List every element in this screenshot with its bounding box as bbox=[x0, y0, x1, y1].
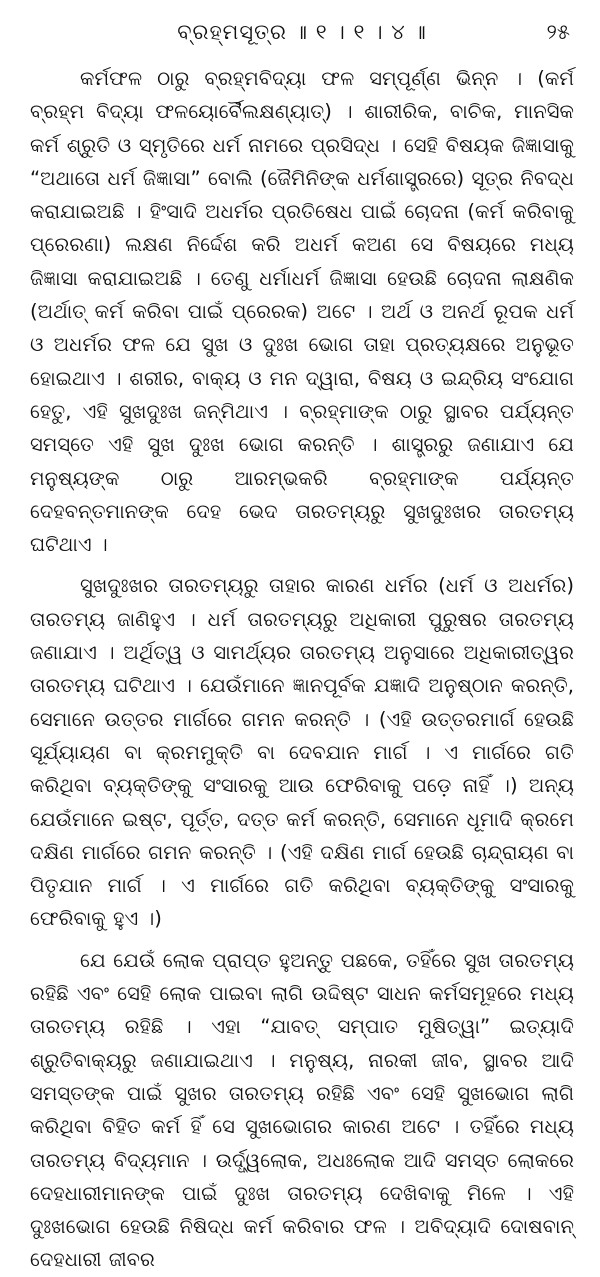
body-text bbox=[30, 62, 574, 1277]
page-header bbox=[30, 10, 574, 54]
page-number: ୨୫ bbox=[546, 20, 570, 44]
paragraph-1: କର୍ମଫଳ ଠାରୁ ବ୍ରହ୍ମବିଦ୍ୟା ଫଳ ସମ୍ପୂର୍ଣ୍ଣ ଭିନ୍ନ । (କର୍ମ ବ୍ରହ୍ମ ବିଦ୍ୟା ଫଳୟୋର୍ବୈଲକ୍ଷଣ୍ୟାତ୍) । ଶାରୀରିକ, ବାଚିକ, ମାନସିକ କର୍ମ ଶ୍ରୁତି ଓ ସ୍ମୃତିରେ ଧର୍ମ ନାମରେ ପ୍ରସିଦ୍ଧ । ସେହି ବିଷୟକ ଜିଜ୍ଞାସାକୁ “ଅଥାତୋ ଧର୍ମ ଜିଜ୍ଞାସା” ବୋଲି (ଜୈମିନିଙ୍କ ଧର୍ମଶାସ୍ତ୍ରରେ) ସୂତ୍ର ନିବଦ୍ଧ କରାଯାଇଅଛି । ହିଂସାଦି ଅଧର୍ମର ପ୍ରତିଷେଧ ପାଇଁ ଚୋଦନା (କର୍ମ କରିବାକୁ ପ୍ରେରଣା) ଲକ୍ଷଣ ନିର୍ଦ୍ଦେଶ କରି ଅଧର୍ମ କଅଣ ସେ ବିଷୟରେ ମଧ୍ୟ ଜିଜ୍ଞାସା କରାଯାଇଅଛି । ତେଣୁ ଧର୍ମାଧର୍ମ ଜିଜ୍ଞାସା ହେଉଛି ଚୋଦନା ଲାକ୍ଷଣିକ (ଅର୍ଥାତ୍ କର୍ମ କରିବା ପାଇଁ ପ୍ରେରକ) ଅଟେ । ଅର୍ଥ ଓ ଅନର୍ଥ ରୂପକ ଧର୍ମ ଓ ଅଧର୍ମର ଫଳ ଯେ ସୁଖ ଓ ଦୁଃଖ ଭୋଗ ତାହା ପ୍ରତ୍ୟକ୍ଷରେ ଅନୁଭୂତ ହୋଇଥାଏ । ଶରୀର, ବାକ୍ୟ ଓ ମନ ଦ୍ୱାରା, ବିଷୟ ଓ ଇନ୍ଦ୍ରିୟ ସଂଯୋଗ ହେତୁ, ଏହି ସୁଖଦୁଃଖ ଜନ୍ମିଥାଏ । ବ୍ରହ୍ମାଙ୍କ ଠାରୁ ସ୍ଥାବର ପର୍ଯ୍ୟନ୍ତ ସମସ୍ତେ ଏହି ସୁଖ ଦୁଃଖ ଭୋଗ କରନ୍ତି । ଶାସ୍ତ୍ରରୁ ଜଣାଯାଏ ଯେ ମନୁଷ୍ୟଙ୍କ ଠାରୁ ଆରମ୍ଭକରି ବ୍ରହ୍ମାଙ୍କ ପର୍ଯ୍ୟନ୍ତ ଦେହବନ୍ତମାନଙ୍କ ଦେହ ଭେଦ ତାରତମ୍ୟରୁ ସୁଖଦୁଃଖର ତାରତମ୍ୟ ଘଟିଥାଏ । bbox=[30, 67, 574, 557]
paragraph-3: ଯେ ଯେଉଁ ଲୋକ ପ୍ରାପ୍ତ ହୁଅନ୍ତୁ ପଛକେ, ତହିଁରେ ସୁଖ ତାରତମ୍ୟ ରହିଛି ଏବଂ ସେହି ଲୋକ ପାଇବା ଲାଗି ଉଦ୍ଦିଷ୍ଟ ସାଧନ କର୍ମସମୂହରେ ମଧ୍ୟ ତାରତମ୍ୟ ରହିଛି । ଏହା “ଯାବତ୍ ସମ୍ପାତ ମୁଷିତ୍ୱା” ଇତ୍ୟାଦି ଶ୍ରୁତିବାକ୍ୟରୁ ଜଣାଯାଇଥାଏ । ମନୁଷ୍ୟ, ନାରକୀ ଜୀବ, ସ୍ଥାବର ଆଦି ସମସ୍ତଙ୍କ ପାଇଁ ସୁଖର ତାରତମ୍ୟ ରହିଛି ଏବଂ ସେହି ସୁଖଭୋଗ ଲାଗି କରିଥିବା ବିହିତ କର୍ମ ହିଁ ସେ ସୁଖଭୋଗର କାରଣ ଅଟେ । ତହିଁରେ ମଧ୍ୟ ତାରତମ୍ୟ ବିଦ୍ୟମାନ । ଉର୍ଦ୍ଧ୍ୱଲୋକ, ଅଧଃଲୋକ ଆଦି ସମସ୍ତ ଲୋକରେ ଦେହଧାରୀମାନଙ୍କ ପାଇଁ ଦୁଃଖ ତାରତମ୍ୟ ଦେଖିବାକୁ ମିଳେ । ଏହି ଦୁଃଖଭୋଗ ହେଉଛି ନିଷିଦ୍ଧ କର୍ମ କରିବାର ଫଳ । ଅବିଦ୍ୟାଦି ଦୋଷବାନ୍ ଦେହଧାରୀ ଜୀବର bbox=[30, 948, 574, 1272]
running-head: ବ୍ରହ୍ମସୂତ୍ର ॥ ୧ । ୧ । ୪ ॥ bbox=[177, 20, 427, 44]
paragraph-2: ସୁଖଦୁଃଖର ତାରତମ୍ୟରୁ ତାହାର କାରଣ ଧର୍ମର (ଧର୍ମ ଓ ଅଧର୍ମର) ତାରତମ୍ୟ ଜାଣିହୁଏ । ଧର୍ମ ତାରତମ୍ୟରୁ ଅଧିକାରୀ ପୁରୁଷର ତାରତମ୍ୟ ଜଣାଯାଏ । ଅର୍ଥିତ୍ୱ ଓ ସାମର୍ଥ୍ୟର ତାରତମ୍ୟ ଅନୁସାରେ ଅଧିକାରୀତ୍ୱର ତାରତମ୍ୟ ଘଟିଥାଏ । ଯେଉଁମାନେ ଜ୍ଞାନପୂର୍ବକ ଯଜ୍ଞାଦି ଅନୁଷ୍ଠାନ କରନ୍ତି, ସେମାନେ ଉତ୍ତର ମାର୍ଗରେ ଗମନ କରନ୍ତି । (ଏହି ଉତ୍ତରମାର୍ଗ ହେଉଛି ସୂର୍ଯ୍ୟାୟଣ ବା କ୍ରମମୁକ୍ତି ବା ଦେବଯାନ ମାର୍ଗ । ଏ ମାର୍ଗରେ ଗତି କରିଥିବା ବ୍ୟକ୍ତିଙ୍କୁ ସଂସାରକୁ ଆଉ ଫେରିବାକୁ ପଡ଼େ ନାହିଁ ।) ଅନ୍ୟ ଯେଉଁମାନେ ଇଷ୍ଟ, ପୂର୍ତ୍ତ, ଦତ୍ତ କର୍ମ କରନ୍ତି, ସେମାନେ ଧୂମାଦି କ୍ରମେ ଦକ୍ଷିଣ ମାର୍ଗରେ ଗମନ କରନ୍ତି । (ଏହି ଦକ୍ଷିଣ ମାର୍ଗ ହେଉଛି ଚାନ୍ଦ୍ରାୟଣ ବା ପିତୃଯାନ ମାର୍ଗ । ଏ ମାର୍ଗରେ ଗତି କରିଥିବା ବ୍ୟକ୍ତିଙ୍କୁ ସଂସାରକୁ ଫେରିବାକୁ ହୁଏ ।) bbox=[30, 574, 574, 931]
